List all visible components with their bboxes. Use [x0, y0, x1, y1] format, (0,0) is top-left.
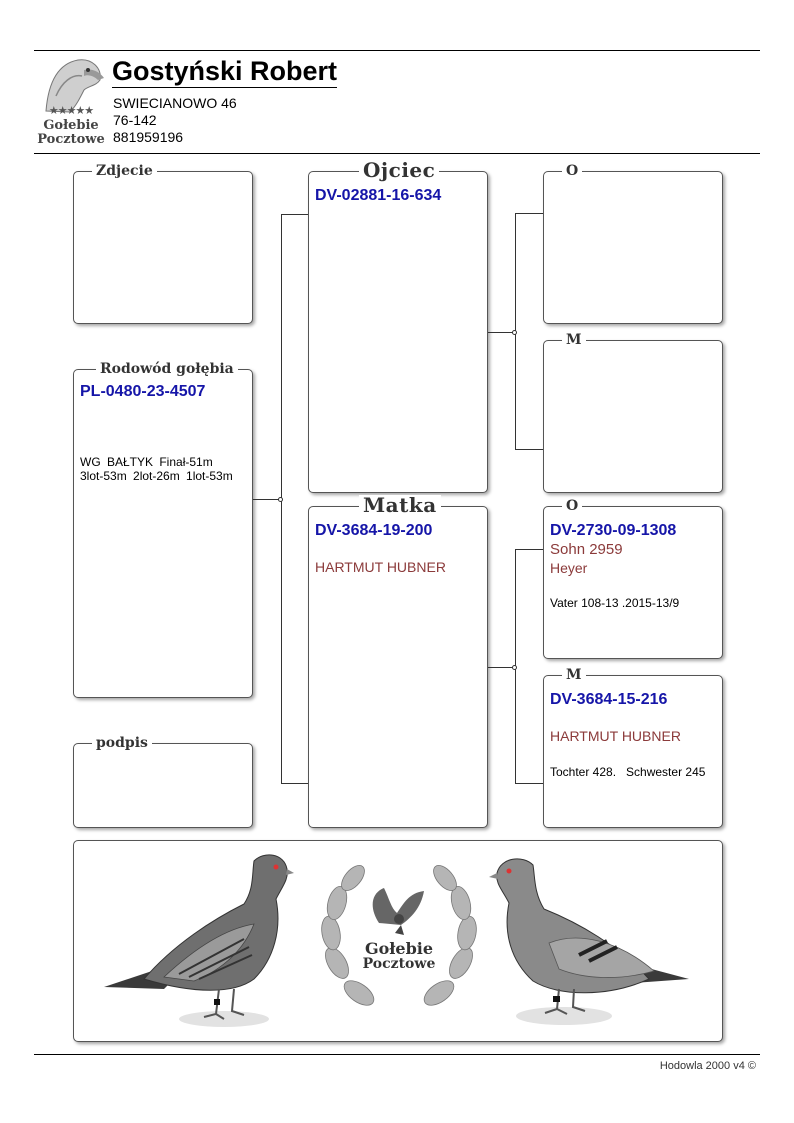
connector-father-parents — [515, 213, 544, 450]
mother-father-notes: Vater 108-13 .2015-13/9 — [550, 596, 680, 610]
left-pigeon-icon — [104, 849, 294, 1034]
father-ring-number: DV-02881-16-634 — [315, 187, 442, 204]
connector-mother-parents — [515, 549, 544, 784]
pedigree-box — [73, 361, 253, 698]
pedigree-label: Rodowód gołębia — [96, 362, 238, 376]
mother-father-box — [543, 498, 723, 659]
father-mother-label: M — [562, 333, 586, 347]
logo-stars: ★★★★★ — [48, 105, 94, 117]
photo-label: Zdjecie — [92, 164, 157, 178]
logo-text-line2: Pocztowe — [37, 132, 105, 147]
emblem-text-line2: Pocztowe — [362, 956, 436, 972]
mother-label: Matka — [359, 495, 441, 515]
mother-father-ring-number: DV-2730-09-1308 — [550, 522, 677, 539]
logo-text-line1: Gołebie — [43, 118, 99, 133]
mother-father-name: Sohn 2959 — [550, 541, 623, 558]
signature-box — [73, 735, 253, 828]
father-label: Ojciec — [359, 160, 439, 180]
pedigree-ring-number: PL-0480-23-4507 — [80, 383, 206, 400]
mother-breeder: HARTMUT HUBNER — [315, 559, 446, 575]
mother-father-label: O — [562, 499, 582, 513]
mother-father-breeder: Heyer — [550, 560, 588, 576]
mother-mother-breeder: HARTMUT HUBNER — [550, 728, 681, 744]
connector-mother-dot — [512, 665, 517, 670]
connector-father-dot — [512, 330, 517, 335]
emblem-text-line1: Gołebie — [364, 939, 434, 958]
logo — [36, 56, 106, 148]
mother-box — [308, 493, 488, 828]
connector-mother-stub — [488, 667, 515, 668]
connector-child-dot — [278, 497, 283, 502]
phone-number: 881959196 — [113, 129, 184, 145]
breeder-name: Gostyński Robert — [112, 56, 338, 86]
header-top-rule — [34, 50, 760, 51]
connector-child-stub — [253, 499, 281, 500]
father-father-box — [543, 163, 723, 324]
photo-box — [73, 163, 253, 324]
footer-rule — [34, 1054, 760, 1055]
address-line1: SWIECIANOWO 46 — [113, 95, 237, 111]
mother-mother-ring-number: DV-3684-15-216 — [550, 691, 668, 708]
banner-box — [73, 840, 723, 1042]
mother-mother-notes: Tochter 428. Schwester 245 — [550, 765, 706, 779]
mother-mother-box — [543, 667, 723, 828]
footer-credit: Hodowla 2000 v4 © — [659, 1060, 756, 1072]
father-mother-box — [543, 332, 723, 493]
connector-child-parents — [281, 214, 309, 784]
right-pigeon-icon — [489, 851, 689, 1031]
signature-label: podpis — [92, 736, 152, 750]
pedigree-notes: WG BAŁTYK Finał-51m 3lot-53m 2lot-26m 1lot-53m — [80, 455, 233, 483]
father-box — [308, 158, 488, 493]
header-bottom-rule — [34, 153, 760, 154]
connector-father-stub — [488, 332, 515, 333]
mother-ring-number: DV-3684-19-200 — [315, 522, 433, 539]
father-father-label: O — [562, 164, 582, 178]
address-line2: 76-142 — [113, 112, 157, 128]
mother-mother-label: M — [562, 668, 586, 682]
